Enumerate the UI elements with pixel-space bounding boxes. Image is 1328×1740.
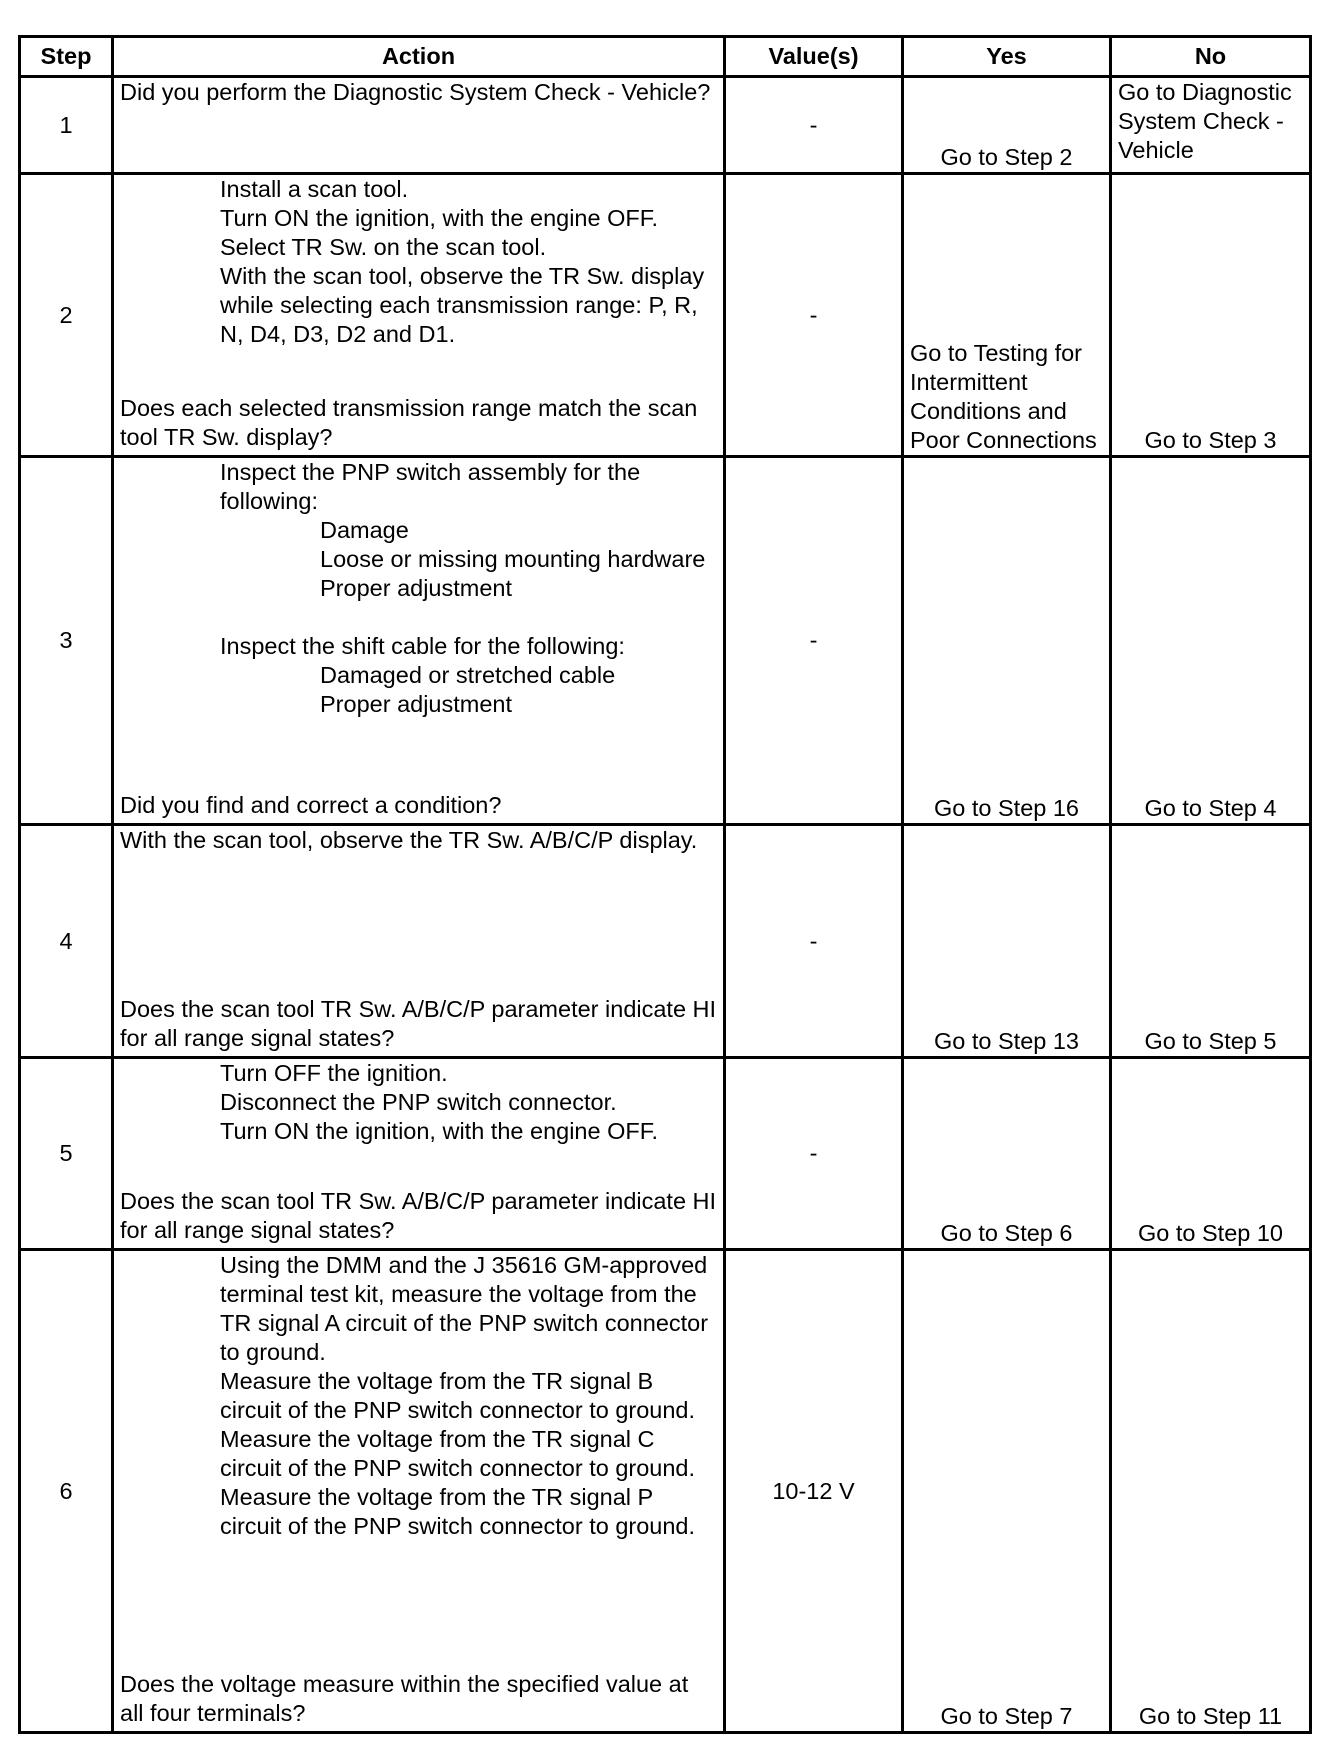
yes-cell: Go to Step 6	[903, 1058, 1111, 1250]
action-question: Did you find and correct a condition?	[120, 792, 502, 818]
header-action: Action	[113, 37, 725, 77]
no-cell: Go to Step 10	[1111, 1058, 1311, 1250]
no-cell: Go to Step 11	[1111, 1250, 1311, 1733]
value-cell: -	[725, 825, 903, 1058]
action-substep: Turn ON the ignition, with the engine OFF.	[220, 1118, 659, 1144]
action-cell	[113, 1250, 725, 1733]
action-question: Does each selected transmission range match the scan tool TR Sw. display?	[120, 395, 698, 450]
header-step: Step	[20, 37, 113, 77]
action-subitem: Proper adjustment	[320, 575, 513, 601]
header-row	[20, 37, 1311, 77]
header-no: No	[1111, 37, 1311, 77]
action-substep: Measure the voltage from the TR signal P circuit of the PNP switch connector to ground.	[220, 1484, 696, 1539]
step-number: 5	[20, 1058, 113, 1250]
value-cell: 10-12 V	[725, 1250, 903, 1733]
action-substep: Inspect the PNP switch assembly for the following:	[220, 459, 641, 514]
yes-cell: Go to Testing for Intermittent Conditions and Poor Connections	[903, 174, 1111, 457]
header-yes: Yes	[903, 37, 1111, 77]
action-cell	[113, 825, 725, 1058]
value-cell: -	[725, 1058, 903, 1250]
table-row	[20, 77, 1311, 174]
step-number: 3	[20, 457, 113, 825]
table-row	[20, 1250, 1311, 1733]
action-substep: Measure the voltage from the TR signal C circuit of the PNP switch connector to ground.	[220, 1426, 696, 1481]
yes-cell: Go to Step 16	[903, 457, 1111, 825]
action-text: With the scan tool, observe the TR Sw. A/B/C/P display.	[120, 827, 698, 853]
action-subitem: Proper adjustment	[320, 691, 513, 717]
action-substep: Inspect the shift cable for the following:	[220, 633, 625, 659]
yes-cell: Go to Step 7	[903, 1250, 1111, 1733]
action-question: Does the voltage measure within the specified value at all four terminals?	[120, 1671, 689, 1726]
action-substep: Install a scan tool.	[220, 176, 409, 202]
value-cell: -	[725, 174, 903, 457]
yes-cell: Go to Step 13	[903, 825, 1111, 1058]
step-number: 1	[20, 77, 113, 174]
action-substep: Turn ON the ignition, with the engine OFF.	[220, 205, 659, 231]
value-cell: -	[725, 457, 903, 825]
value-cell: -	[725, 77, 903, 174]
header-value: Value(s)	[725, 37, 903, 77]
action-subitem: Damage	[320, 517, 409, 543]
table-row	[20, 1058, 1311, 1250]
no-cell: Go to Step 4	[1111, 457, 1311, 825]
action-text: Did you perform the Diagnostic System Check - Vehicle?	[120, 79, 711, 105]
table-row	[20, 825, 1311, 1058]
action-cell	[113, 1058, 725, 1250]
action-cell	[113, 457, 725, 825]
no-cell: Go to Step 3	[1111, 174, 1311, 457]
action-substep: Measure the voltage from the TR signal B circuit of the PNP switch connector to ground.	[220, 1368, 696, 1423]
table-row	[20, 174, 1311, 457]
table-row	[20, 457, 1311, 825]
diagnostic-table	[18, 35, 1312, 1734]
action-substep: Select TR Sw. on the scan tool.	[220, 234, 547, 260]
action-subitem: Loose or missing mounting hardware	[320, 546, 706, 572]
action-question: Does the scan tool TR Sw. A/B/C/P parameter indicate HI for all range signal states?	[120, 996, 717, 1051]
no-cell: Go to Step 5	[1111, 825, 1311, 1058]
action-cell	[113, 174, 725, 457]
step-number: 2	[20, 174, 113, 457]
action-substep: With the scan tool, observe the TR Sw. display while selecting each transmission range: P, R, N, D4, D3, D2 and D1.	[220, 263, 705, 347]
step-number: 6	[20, 1250, 113, 1733]
no-cell: Go to Diagnostic System Check - Vehicle	[1111, 77, 1311, 174]
action-subitem: Damaged or stretched cable	[320, 662, 616, 688]
action-question: Does the scan tool TR Sw. A/B/C/P parameter indicate HI for all range signal states?	[120, 1188, 717, 1243]
action-cell	[113, 77, 725, 174]
action-substep: Disconnect the PNP switch connector.	[220, 1089, 617, 1115]
yes-cell: Go to Step 2	[903, 77, 1111, 174]
action-substep: Turn OFF the ignition.	[220, 1060, 448, 1086]
step-number: 4	[20, 825, 113, 1058]
action-substep: Using the DMM and the J 35616 GM-approved terminal test kit, measure the voltage from the TR signal A circuit of the PNP switch connector to ground.	[220, 1252, 709, 1365]
